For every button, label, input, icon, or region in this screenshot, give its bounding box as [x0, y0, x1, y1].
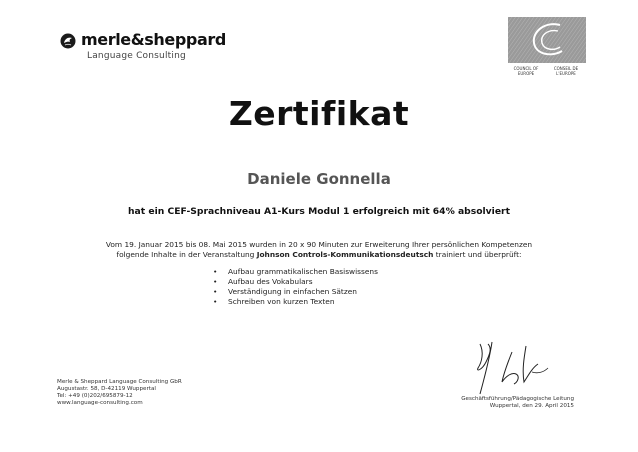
address-line: Merle & Sheppard Language Consulting GbR: [57, 379, 182, 385]
list-item: [213, 287, 378, 297]
council-of-europe-seal: [508, 17, 586, 77]
signer-block: [461, 396, 574, 410]
description-line-1: Vom 19. Januar 2015 bis 08. Mai 2015 wurden in 20 x 90 Minuten zur Erweiterung Ihrer persönlichen Kompetenzen: [105, 240, 533, 249]
company-address: [57, 379, 182, 407]
bullet-icon: •: [213, 267, 218, 276]
list-item-text: Aufbau grammatikalischen Basiswissens: [228, 267, 378, 276]
list-item-text: Schreiben von kurzen Texten: [228, 297, 335, 306]
achievement-statement: hat ein CEF-Sprachniveau A1-Kurs Modul 1 erfolgreich mit 64% absolviert: [128, 206, 510, 217]
company-name: merle&sheppard: [81, 30, 226, 49]
recipient-name: Daniele Gonnella: [247, 170, 391, 188]
description-text-after: trainiert und überprüft:: [433, 250, 522, 259]
list-item-text: Verständigung in einfachen Sätzen: [228, 287, 357, 296]
seal-box: [508, 17, 586, 63]
list-item: [213, 297, 378, 307]
list-item: [213, 277, 378, 287]
list-item: [213, 267, 378, 277]
company-subtitle: Language Consulting: [87, 51, 186, 61]
certificate-title: Zertifikat: [228, 94, 410, 133]
bullet-icon: •: [213, 277, 218, 286]
course-contents-list: [213, 267, 378, 307]
seal-caption-fr: CONSEIL DE L'EUROPE: [553, 66, 579, 76]
bird-logo-icon: [60, 33, 76, 49]
bullet-icon: •: [213, 287, 218, 296]
event-name: Johnson Controls-Kommunikationsdeutsch: [256, 250, 434, 259]
description-text-before: folgende Inhalte in der Veranstaltung: [116, 250, 257, 259]
address-line: Tel: +49 (0)202/695879-12: [57, 393, 133, 399]
council-of-europe-emblem-icon: [508, 17, 586, 63]
address-line: Augustastr. 58, D-42119 Wuppertal: [57, 386, 156, 392]
signer-role: Geschäftsführung/Pädagogische Leitung: [461, 396, 574, 402]
course-description: [0, 240, 638, 260]
place-and-date: Wuppertal, den 29. April 2015: [489, 403, 574, 409]
description-line-2: [0, 250, 638, 260]
bullet-icon: •: [213, 297, 218, 306]
seal-caption-en: COUNCIL OF EUROPE: [513, 66, 539, 76]
handwritten-signature-icon: [458, 338, 578, 398]
address-line: www.language-consulting.com: [57, 400, 143, 406]
list-item-text: Aufbau des Vokabulars: [228, 277, 313, 286]
